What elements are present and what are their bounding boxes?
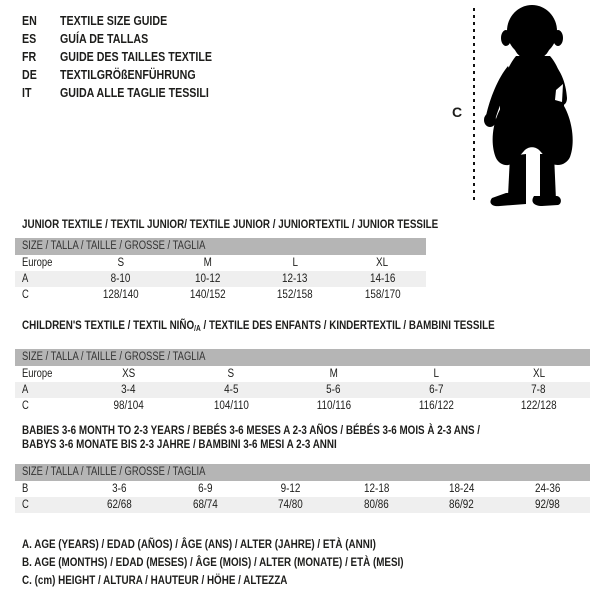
row-label-cell: C [22, 400, 29, 412]
table-row [15, 271, 426, 287]
children-table [15, 318, 590, 414]
footnotes [22, 535, 487, 589]
size-header-bar: SIZE / TALLA / TAILLE / GRÖSSE / TAGLIA [15, 464, 590, 481]
height-measure-label: C [452, 104, 463, 120]
table-cell: 12-13 [282, 273, 308, 285]
table-cell: 4-5 [223, 384, 239, 396]
language-row [22, 66, 245, 84]
table-row [15, 382, 590, 398]
babies-table [15, 423, 590, 513]
row-label-cell: Europe [22, 257, 53, 269]
title-subscript: /A [194, 324, 201, 333]
row-label-cell: C [22, 499, 29, 511]
language-label: TEXTILE SIZE GUIDE [60, 13, 168, 28]
height-measure-line [473, 8, 475, 204]
footnote-b: B. AGE (MONTHS) / EDAD (MESES) / ÂGE (MOIS) / ALTER (MONATE) / ETÀ (MESI) [22, 555, 404, 569]
table-cell: 104/110 [213, 400, 249, 412]
table-cell: L [292, 257, 298, 269]
table-cell: 9-12 [280, 483, 301, 495]
table-row [15, 287, 426, 303]
table-cell: 122/128 [520, 400, 557, 412]
table-cell: 98/104 [113, 400, 144, 412]
table-title: JUNIOR TEXTILE / TEXTIL JUNIOR/ TEXTILE JUNIOR / JUNIORTEXTIL / JUNIOR TESSILE [22, 217, 439, 231]
table-cell: 92/98 [534, 499, 560, 511]
table-title: BABIES 3-6 MONTH TO 2-3 YEARS / BEBÉS 3-6 MESES A 2-3 AÑOS / BÉBÉS 3-6 MOIS À 2-3 ANS / [22, 423, 481, 437]
language-code: ES [22, 31, 37, 46]
table-cell: 140/152 [189, 289, 226, 301]
language-label: TEXTILGRÖßENFÜHRUNG [60, 67, 196, 82]
table-cell: 158/170 [364, 289, 401, 301]
language-label: GUIDE DES TAILLES TEXTILE [60, 49, 213, 64]
table-cell: 80/86 [363, 499, 389, 511]
toddler-silhouette-icon [480, 4, 592, 208]
table-cell: 128/140 [102, 289, 139, 301]
table-cell: 5-6 [326, 384, 341, 396]
table-cell: 6-7 [428, 384, 444, 396]
table-cell: 86/92 [449, 499, 475, 511]
table-cell: 6-9 [198, 483, 213, 495]
table-cell: 14-16 [369, 273, 396, 285]
language-row [22, 30, 245, 48]
language-code: IT [22, 85, 32, 100]
table-cell: XL [376, 257, 389, 269]
table-row [15, 398, 590, 414]
table-cell: 3-4 [121, 384, 136, 396]
table-cell: 12-18 [363, 483, 389, 495]
table-cell: XS [121, 368, 135, 380]
language-row [22, 84, 245, 102]
table-row [15, 497, 590, 513]
size-header-bar: SIZE / TALLA / TAILLE / GRÖSSE / TAGLIA [15, 238, 426, 255]
table-cell: 68/74 [192, 499, 218, 511]
table-cell: 74/80 [278, 499, 304, 511]
table-cell: M [203, 257, 213, 269]
table-title-line2: BABYS 3-6 MONATE BIS 2-3 JAHRE / BAMBINI 3-6 MESI A 2-3 ANNI [22, 437, 337, 451]
footnote-c: C. (cm) HEIGHT / ALTURA / HAUTEUR / HÖHE / ALTEZZA [22, 573, 288, 587]
row-label-cell: C [22, 289, 29, 301]
table-cell: S [117, 257, 124, 269]
language-row [22, 12, 245, 30]
language-label: GUÍA DE TALLAS [60, 31, 149, 46]
language-guide-list [22, 12, 245, 102]
table-row [15, 255, 426, 271]
table-cell: 152/158 [277, 289, 313, 301]
table-cell: 10-12 [195, 273, 221, 285]
language-row [22, 48, 245, 66]
language-label: GUIDA ALLE TAGLIE TESSILI [60, 85, 209, 100]
table-cell: XL [532, 368, 545, 380]
table-cell: 62/68 [107, 499, 133, 511]
table-row [15, 366, 590, 382]
size-header-bar: SIZE / TALLA / TAILLE / GRÖSSE / TAGLIA [15, 349, 590, 366]
table-row [15, 481, 590, 497]
language-code: FR [22, 49, 37, 64]
row-label-cell: A [22, 384, 29, 396]
table-title: CHILDREN'S TEXTILE / TEXTIL $NIÑO_{/A}$ / TEXTILE DES ENFANTS / KINDERTEXTIL / BAMBINI TESSILE [22, 318, 495, 333]
footnote-a: A. AGE (YEARS) / EDAD (AÑOS) / ÂGE (ANS) / ALTER (JAHRE) / ETÀ (ANNI) [22, 537, 376, 551]
table-cell: 7-8 [531, 384, 546, 396]
language-code: EN [22, 13, 37, 28]
table-cell: 116/122 [418, 400, 454, 412]
table-cell: 24-36 [534, 483, 560, 495]
row-label-cell: Europe [22, 368, 53, 380]
row-label-cell: B [22, 483, 29, 495]
table-cell: 18-24 [449, 483, 475, 495]
table-cell: S [227, 368, 235, 380]
table-cell: L [433, 368, 439, 380]
table-cell: 3-6 [112, 483, 127, 495]
table-cell: 8-10 [110, 273, 131, 285]
table-cell: M [329, 368, 338, 380]
junior-table [15, 217, 439, 303]
row-label-cell: A [22, 273, 29, 285]
table-cell: 110/116 [316, 400, 351, 412]
language-code: DE [22, 67, 37, 82]
